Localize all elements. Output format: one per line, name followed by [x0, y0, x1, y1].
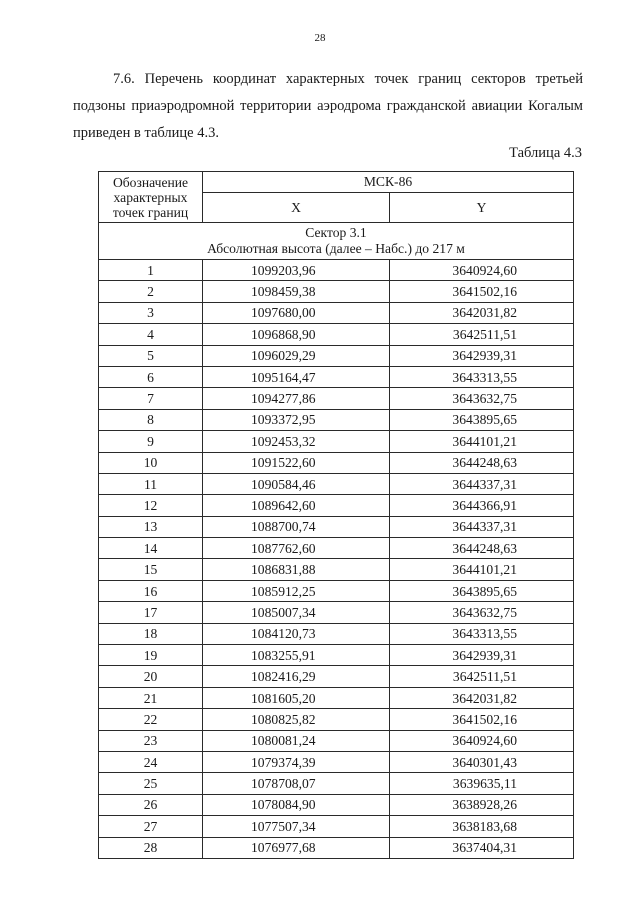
- x-coordinate-cell: 1091522,60: [203, 452, 390, 473]
- page-number: 28: [314, 32, 326, 44]
- point-number-cell: 11: [99, 473, 203, 494]
- point-number-cell: 23: [99, 730, 203, 751]
- y-coordinate-cell: 3640301,43: [390, 751, 574, 772]
- header-row-top: [99, 172, 574, 193]
- x-coordinate-cell: 1099203,96: [203, 260, 390, 281]
- table-row: [99, 709, 574, 730]
- point-number-cell: 10: [99, 452, 203, 473]
- x-coordinate-cell: 1083255,91: [203, 645, 390, 666]
- x-coordinate-cell: 1086831,88: [203, 559, 390, 580]
- sector-cell: [99, 223, 574, 260]
- point-number-cell: 28: [99, 837, 203, 858]
- point-number-cell: 2: [99, 281, 203, 302]
- point-number-cell: 3: [99, 302, 203, 323]
- table-row: [99, 495, 574, 516]
- x-coordinate-cell: 1092453,32: [203, 431, 390, 452]
- point-number-cell: 7: [99, 388, 203, 409]
- intro-text: 7.6. Перечень координат характерных точек границ секторов третьей подзоны приаэродромной территории аэродрома гражданской авиации Когалым приведен в таблице 4.3.: [73, 71, 583, 141]
- point-number-cell: 15: [99, 559, 203, 580]
- point-number-cell: 1: [99, 260, 203, 281]
- x-coordinate-cell: 1076977,68: [203, 837, 390, 858]
- x-coordinate-cell: 1093372,95: [203, 409, 390, 430]
- y-coordinate-cell: 3643632,75: [390, 388, 574, 409]
- table-row: [99, 837, 574, 858]
- y-coordinate-cell: 3641502,16: [390, 709, 574, 730]
- y-coordinate-cell: 3642939,31: [390, 345, 574, 366]
- table-row: [99, 388, 574, 409]
- table-row: [99, 602, 574, 623]
- x-coordinate-cell: 1080825,82: [203, 709, 390, 730]
- y-coordinate-cell: 3644101,21: [390, 559, 574, 580]
- table-row: [99, 794, 574, 815]
- y-coordinate-cell: 3642031,82: [390, 302, 574, 323]
- x-coordinate-cell: 1079374,39: [203, 751, 390, 772]
- point-number-cell: 9: [99, 431, 203, 452]
- table-row: [99, 516, 574, 537]
- y-coordinate-cell: 3644248,63: [390, 538, 574, 559]
- y-coordinate-cell: 3642031,82: [390, 687, 574, 708]
- y-coordinate-cell: 3638183,68: [390, 816, 574, 837]
- table-caption: Таблица 4.3: [509, 145, 582, 161]
- y-coordinate-cell: 3640924,60: [390, 730, 574, 751]
- sector-header: [99, 223, 574, 260]
- point-number-cell: 16: [99, 580, 203, 601]
- y-coordinate-cell: 3637404,31: [390, 837, 574, 858]
- point-number-cell: 21: [99, 687, 203, 708]
- table-header: [99, 172, 574, 223]
- x-coordinate-cell: 1078708,07: [203, 773, 390, 794]
- y-coordinate-cell: 3644366,91: [390, 495, 574, 516]
- table-row: [99, 730, 574, 751]
- point-number-cell: 13: [99, 516, 203, 537]
- table-row: [99, 623, 574, 644]
- x-coordinate-cell: 1081605,20: [203, 687, 390, 708]
- table-row: [99, 324, 574, 345]
- x-coordinate-cell: 1082416,29: [203, 666, 390, 687]
- table-row: [99, 538, 574, 559]
- sector-subtitle: Абсолютная высота (далее – Набс.) до 217 м: [207, 241, 465, 256]
- point-number-cell: 19: [99, 645, 203, 666]
- table-row: [99, 302, 574, 323]
- point-number-cell: 18: [99, 623, 203, 644]
- y-coordinate-cell: 3644101,21: [390, 431, 574, 452]
- point-number-cell: 20: [99, 666, 203, 687]
- table-row: [99, 751, 574, 772]
- point-number-cell: 22: [99, 709, 203, 730]
- table-body: [99, 260, 574, 859]
- point-number-cell: 4: [99, 324, 203, 345]
- table-row: [99, 580, 574, 601]
- x-coordinate-cell: 1098459,38: [203, 281, 390, 302]
- x-coordinate-cell: 1096868,90: [203, 324, 390, 345]
- point-number-cell: 26: [99, 794, 203, 815]
- x-coordinate-cell: 1078084,90: [203, 794, 390, 815]
- x-coordinate-cell: 1088700,74: [203, 516, 390, 537]
- x-coordinate-cell: 1084120,73: [203, 623, 390, 644]
- point-number-cell: 25: [99, 773, 203, 794]
- table-row: [99, 666, 574, 687]
- intro-paragraph: [73, 66, 583, 147]
- point-number-cell: 8: [99, 409, 203, 430]
- x-coordinate-cell: 1085007,34: [203, 602, 390, 623]
- table-row: [99, 773, 574, 794]
- table-row: [99, 473, 574, 494]
- x-coordinate-cell: 1085912,25: [203, 580, 390, 601]
- x-coordinate-cell: 1095164,47: [203, 366, 390, 387]
- table-row: [99, 816, 574, 837]
- table-row: [99, 431, 574, 452]
- table-row: [99, 260, 574, 281]
- table-row: [99, 559, 574, 580]
- x-coordinate-cell: 1097680,00: [203, 302, 390, 323]
- table-row: [99, 409, 574, 430]
- y-coordinate-cell: 3643313,55: [390, 366, 574, 387]
- sector-title: Сектор 3.1: [305, 225, 367, 240]
- table-row: [99, 687, 574, 708]
- x-coordinate-cell: 1077507,34: [203, 816, 390, 837]
- y-coordinate-cell: 3643632,75: [390, 602, 574, 623]
- point-number-cell: 27: [99, 816, 203, 837]
- y-coordinate-cell: 3642511,51: [390, 666, 574, 687]
- y-coordinate-cell: 3642939,31: [390, 645, 574, 666]
- y-coordinate-cell: 3639635,11: [390, 773, 574, 794]
- table-row: [99, 645, 574, 666]
- y-coordinate-cell: 3643895,65: [390, 580, 574, 601]
- y-coordinate-cell: 3641502,16: [390, 281, 574, 302]
- x-coordinate-cell: 1094277,86: [203, 388, 390, 409]
- sector-row: [99, 223, 574, 260]
- y-coordinate-cell: 3644337,31: [390, 516, 574, 537]
- x-coordinate-cell: 1090584,46: [203, 473, 390, 494]
- y-coordinate-cell: 3643895,65: [390, 409, 574, 430]
- y-coordinate-cell: 3644248,63: [390, 452, 574, 473]
- header-coordinate-system: МСК-86: [203, 172, 574, 193]
- y-coordinate-cell: 3638928,26: [390, 794, 574, 815]
- header-designation: Обозначение характерных точек границ: [99, 172, 203, 223]
- coordinates-table: [98, 171, 574, 859]
- y-coordinate-cell: 3643313,55: [390, 623, 574, 644]
- x-coordinate-cell: 1080081,24: [203, 730, 390, 751]
- table-row: [99, 452, 574, 473]
- point-number-cell: 17: [99, 602, 203, 623]
- table-row: [99, 281, 574, 302]
- point-number-cell: 14: [99, 538, 203, 559]
- header-y: Y: [390, 193, 574, 223]
- point-number-cell: 24: [99, 751, 203, 772]
- header-x: X: [203, 193, 390, 223]
- point-number-cell: 12: [99, 495, 203, 516]
- y-coordinate-cell: 3644337,31: [390, 473, 574, 494]
- point-number-cell: 6: [99, 366, 203, 387]
- table-row: [99, 366, 574, 387]
- y-coordinate-cell: 3642511,51: [390, 324, 574, 345]
- point-number-cell: 5: [99, 345, 203, 366]
- x-coordinate-cell: 1087762,60: [203, 538, 390, 559]
- table-row: [99, 345, 574, 366]
- x-coordinate-cell: 1089642,60: [203, 495, 390, 516]
- x-coordinate-cell: 1096029,29: [203, 345, 390, 366]
- y-coordinate-cell: 3640924,60: [390, 260, 574, 281]
